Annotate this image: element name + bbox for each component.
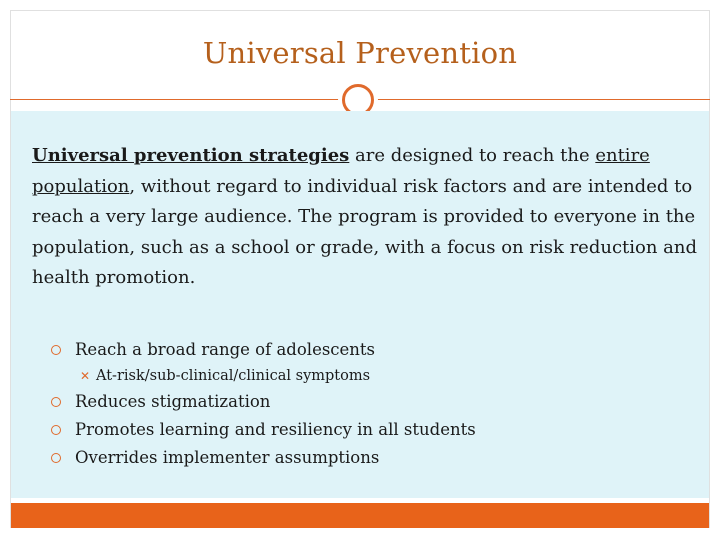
bullet-item — [46, 416, 686, 444]
x-mark-bullet-icon: ✕ — [80, 369, 91, 383]
hollow-circle-bullet-icon — [51, 345, 61, 355]
bullet-text: Promotes learning and resiliency in all students — [75, 420, 476, 439]
bullet-text: Reduces stigmatization — [75, 392, 271, 411]
sub-bullet-text: At-risk/sub-clinical/clinical symptoms — [96, 368, 371, 384]
intro-term2: entire population — [32, 145, 650, 197]
hollow-circle-bullet-icon — [51, 453, 61, 463]
intro-term: Universal prevention strategies — [32, 145, 350, 166]
hollow-circle-bullet-icon — [51, 425, 61, 435]
bullet-text: Overrides implementer assumptions — [75, 448, 380, 467]
bullet-item — [46, 388, 686, 416]
bullet-item — [46, 336, 686, 364]
intro-text-part1: are designed to reach the — [349, 145, 596, 166]
footer-bar — [11, 503, 709, 528]
sub-bullet-item — [46, 364, 686, 388]
bullet-item — [46, 444, 686, 472]
intro-text-part2: , without regard to individual risk factors and are intended to reach a very large audience. The program is provided to everyone in the population, such as a school or grade, with a focus on risk reduction and health promotion. — [32, 175, 698, 288]
bullet-text: Reach a broad range of adolescents — [75, 340, 376, 359]
hollow-circle-bullet-icon — [51, 397, 61, 407]
slide-title: Universal Prevention — [202, 36, 518, 70]
intro-paragraph — [32, 141, 702, 294]
bullet-list — [46, 336, 686, 472]
